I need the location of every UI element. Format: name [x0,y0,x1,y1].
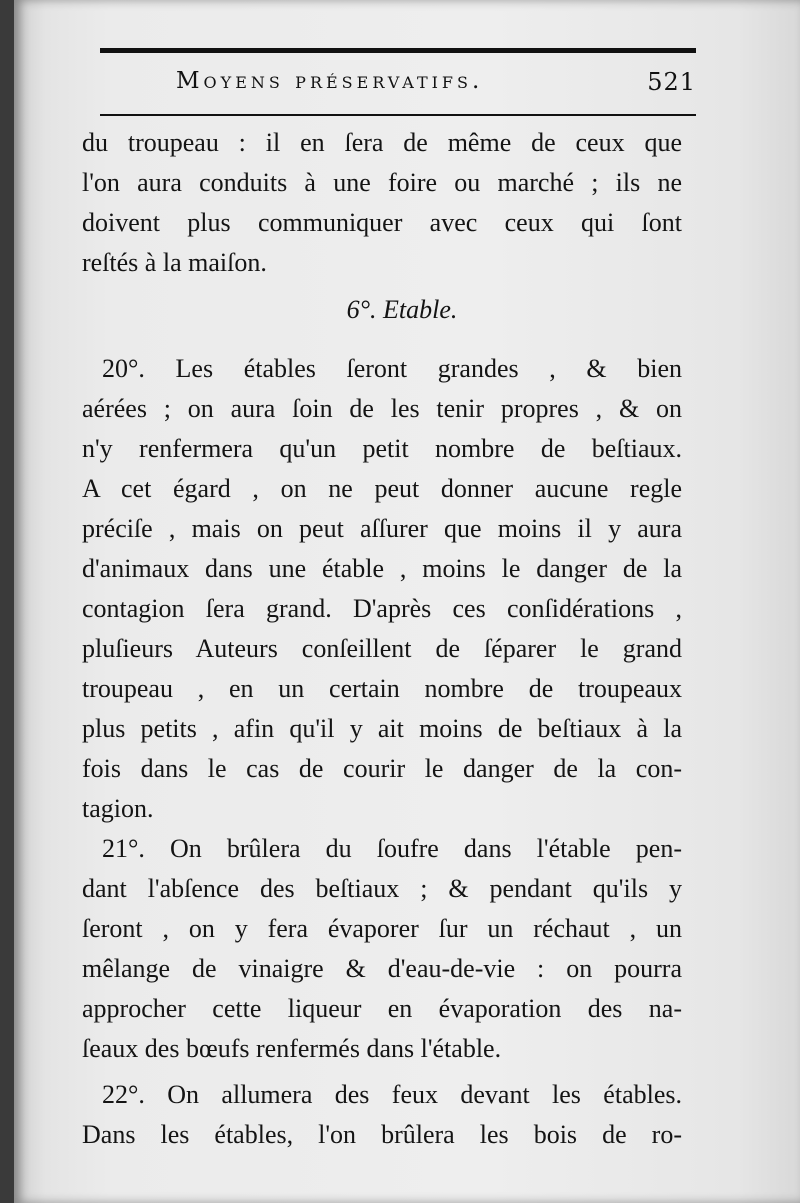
running-header [100,66,696,106]
text-line: plus petits , afin qu'il y ait moins de beſtiaux à la [82,714,682,743]
text-line: fois dans le cas de courir le danger de la con- [82,754,682,783]
text-line: doivent plus communiquer avec ceux qui ſont [82,208,682,237]
text-line: Dans les étables, l'on brûlera les bois de ro- [82,1120,682,1149]
text-line: mêlange de vinaigre & d'eau-de-vie : on pourra [82,954,682,983]
text-line: dant l'abſence des beſtiaux ; & pendant qu'ils y [82,874,682,903]
text-line: du troupeau : il en ſera de même de ceux que [82,128,682,157]
section-heading: 6°. Etable. [346,295,458,324]
text-line: 20°. Les étables ſeront grandes , & bien [102,354,682,383]
paragraph-20 [82,349,682,829]
paragraph-22 [82,1075,682,1155]
text-line: 21°. On brûlera du ſoufre dans l'étable pen- [102,834,682,863]
paragraph-continued [82,123,682,283]
text-line: tagion. [82,794,154,823]
text-line: d'animaux dans une étable , moins le danger de la [82,554,682,583]
text-line: l'on aura conduits à une foire ou marché ; ils ne [82,168,682,197]
text-line: reſtés à la maiſon. [82,248,267,277]
text-line: troupeau , en un certain nombre de troupeaux [82,674,682,703]
text-line: pluſieurs Auteurs conſeillent de ſéparer le grand [82,634,682,663]
text-line: préciſe , mais on peut aſſurer que moins il y aura [82,514,682,543]
header-top-rule [100,48,696,53]
running-title: Moyens préservatifs. [176,68,484,94]
paragraph-21 [82,829,682,1069]
text-line: contagion ſera grand. D'après ces conſidérations , [82,594,682,623]
page-number: 521 [647,68,696,96]
header-bottom-rule [100,114,696,116]
text-line: ſeront , on y fera évaporer ſur un réchaut , un [82,914,682,943]
page-body [82,123,682,1155]
text-line: 22°. On allumera des feux devant les étables. [102,1080,682,1109]
text-line: n'y renfermera qu'un petit nombre de beſtiaux. [82,434,682,463]
text-line: aérées ; on aura ſoin de les tenir propres , & on [82,394,682,423]
text-line: ſeaux des bœufs renfermés dans l'étable. [82,1034,502,1063]
text-line: approcher cette liqueur en évaporation des na- [82,994,682,1023]
text-line: A cet égard , on ne peut donner aucune regle [82,474,682,503]
